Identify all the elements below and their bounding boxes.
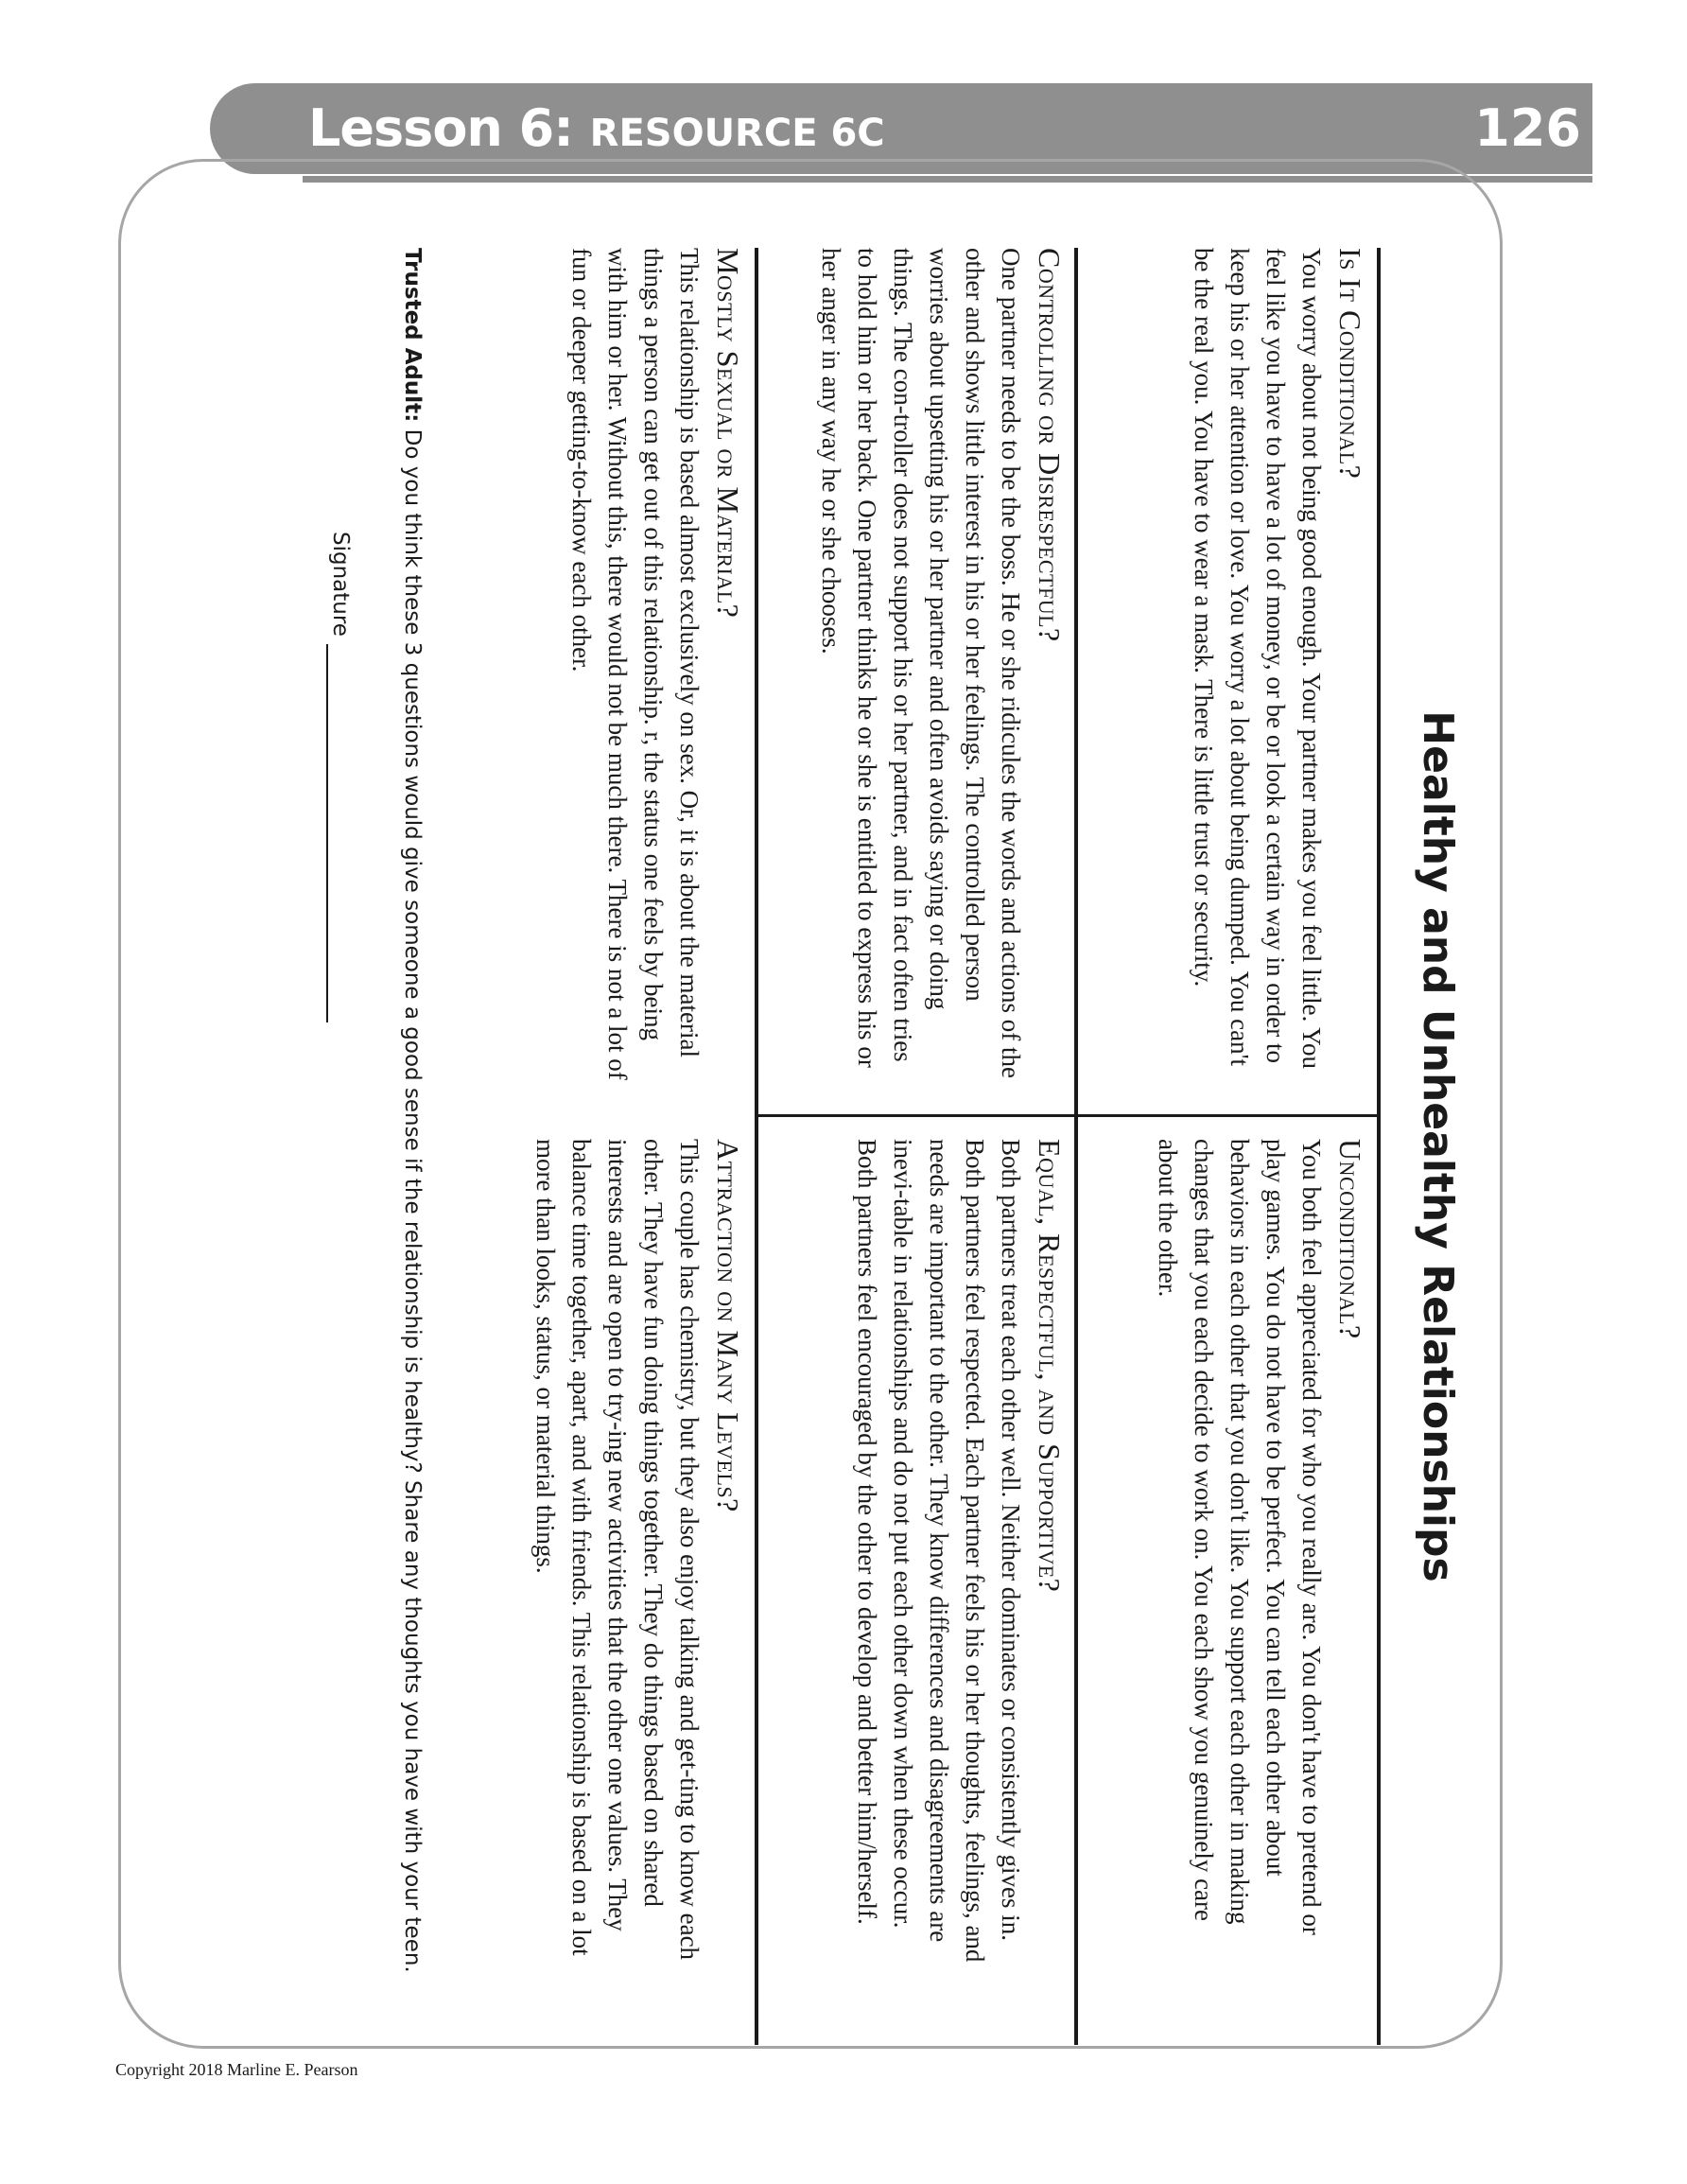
page-title: Healthy and Unhealthy Relationships <box>1414 710 1462 1582</box>
section-body: You both feel appreciated for who you really are. You don't have to pretend or play games. You do not have to be perfect. You can tell each other about behaviors in each other that you don't like. You support each other in making changes that you each decide to work on. You each show you genuinely care about the other. <box>1154 1139 1326 1935</box>
section-heading: Is It Conditional? <box>1333 248 1367 480</box>
page-number: 126 <box>1474 98 1581 158</box>
lesson-title <box>308 98 885 164</box>
copyright-notice: Copyright 2018 Marline E. Pearson <box>115 2060 358 2079</box>
section-heading: Attraction on Many Levels? <box>711 1139 745 1512</box>
section-attraction-on-many-levels <box>528 1139 747 1971</box>
section-is-it-conditional <box>1186 248 1369 1080</box>
signature-line <box>326 532 355 1022</box>
table-rule-bottom <box>755 248 758 2045</box>
section-heading: Unconditional? <box>1333 1139 1367 1339</box>
trusted-adult-prompt <box>394 248 430 2045</box>
table-rule-middle <box>1074 248 1078 2045</box>
resource-label: RESOURCE 6C <box>589 112 885 155</box>
table-column-divider <box>757 1114 1379 1117</box>
section-unconditional <box>1150 1139 1369 1971</box>
trusted-adult-text: Do you think these 3 questions would give someone a good sense if the relationship is healthy? Share any thoughts you have with your teen. <box>400 428 425 1973</box>
table-rule-top <box>1377 248 1381 2045</box>
section-body: One partner needs to be the boss. He or she ridicules the words and actions of the other and shows little interest in his or her feelings. The controlled person worries about upsetting his or her partner and often avoids saying or doing things. The con-troller does not support his or her partner, and in fact often tries to hold him or her back. One partner thinks he or she is entitled to express his or her anger in any way he or she chooses. <box>817 248 1025 1079</box>
section-equal-respectful-supportive <box>849 1139 1069 1971</box>
section-body: This relationship is based almost exclusively on sex. Or, it is about the material things a person can get out of this relationship. r, the status one feels by being with him or her. Without this, there would not be much there. There is not a lot of fun or deeper getting-to-know each other. <box>567 248 704 1080</box>
section-heading: Mostly Sexual or Material? <box>711 248 745 619</box>
section-mostly-sexual-or-material <box>564 248 747 1080</box>
section-heading: Equal, Respectful, and Supportive? <box>1033 1139 1067 1593</box>
section-body: You worry about not being good enough. Your partner makes you feel little. You feel like you have to have a lot of money, or be or look a certain way in order to keep his or her attention or love. You worry a lot about being dumped. You can't be the real you. You have to wear a mask. There is little trust or security. <box>1190 248 1326 1069</box>
section-body: This couple has chemistry, but they also enjoy talking and get-ting to know each other. They have fun doing things together. They do things based on shared interests and are open to try-ing new activities that the other one values. They balance time together, apart, and with friends. This relationship is based on a lot more than looks, status, or material things. <box>531 1139 704 1961</box>
signature-label: Signature <box>328 532 353 637</box>
signature-blank[interactable] <box>326 644 349 1022</box>
section-controlling-or-disrespectful <box>813 248 1069 1080</box>
section-body: Both partners treat each other well. Neither dominates or consistently gives in. Both partners feel respected. Each partner feels his or her thoughts, feelings, and needs are important to the other. They know differences and disagreements are inevi-table in relationships and do not put each other down when these occur. Both partners feel encouraged by the other to develop and better him/herself. <box>853 1139 1025 1963</box>
section-heading: Controlling or Disrespectful? <box>1033 248 1067 642</box>
rotated-content <box>236 248 1466 2045</box>
lesson-label: Lesson 6: <box>308 98 573 158</box>
trusted-adult-label: Trusted Adult: <box>400 248 425 423</box>
